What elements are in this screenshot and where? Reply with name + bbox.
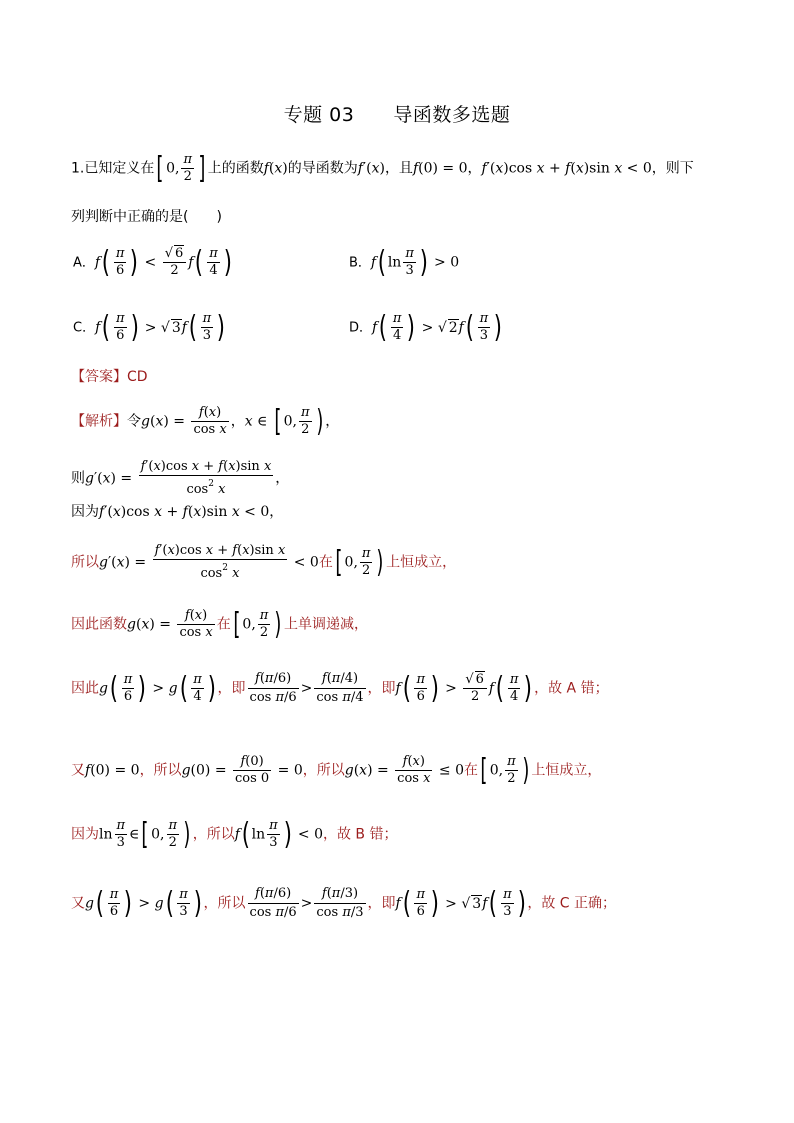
analysis-line-4: 所以g′(x) = $\frac{\text{f′(x)cos x + f(x)sin x}}{\cos^2 x}$ < 0在[ 0, $\frac{\pi}{2}$ ) 上恒成立， <box>71 543 457 581</box>
option-d[interactable]: D．f( $\frac{\pi}{4}$ ) > √ 2f( $\frac{\pi}{3}$ ) <box>349 309 503 345</box>
analysis-line-1: 【解析】令g(x) = $\frac{f(x)}{\text{cos x}}$ ，x ∈ [ 0, $\frac{\pi}{2}$ ) ， <box>71 403 340 439</box>
analysis-line-6: 因此g( $\frac{\pi}{6}$ ) > g( $\frac{\pi}{4}$ ) ，即 $\frac{f(\pi/6)}{\text{cos π/6}}$ > $\frac{f(\pi/4)}{\text{cos π/4}}$ ，即f( $\frac{\pi}{6}$ ) > $\frac{√ 6}{2}$ f( $\frac{\pi}{4}$ ) ，故 A 错； <box>71 670 609 706</box>
text: 在 <box>463 762 478 779</box>
text: 令 <box>127 413 141 430</box>
analysis-line-3: 因为f′(x)cos x + f(x)sin x < 0， <box>71 504 284 520</box>
option-label: D． <box>349 320 373 336</box>
question-stem: 1.已知定义在[ 0, $\frac{\pi}{2}$ ] 上的函数f(x)的导函数为f′(x)，且f(0) = 0，f′(x)cos x + f(x)sin x < 0，则下 <box>71 150 694 186</box>
text: 在 <box>318 554 333 571</box>
text: ，即 <box>367 680 396 697</box>
text: 又 <box>71 762 85 779</box>
option-label: C． <box>73 320 96 336</box>
option-b[interactable]: B．f( ln $\frac{\pi}{3}$ ) > 0 <box>349 244 460 280</box>
text: 上恒成立， <box>531 762 602 779</box>
text: ，所以 <box>203 895 246 912</box>
text: 因为 <box>71 826 99 843</box>
analysis-line-7: 又f(0) = 0，所以g(0) = $\frac{f(0)}{\cos 0}$ = 0，所以g(x) = $\frac{f(x)}{\text{cos x}}$ ≤ 0在[ 0, $\frac{\pi}{2}$ ) 上恒成立， <box>71 752 602 788</box>
text: 因为 <box>71 504 99 520</box>
text: ，即 <box>367 895 396 912</box>
answer-value: CD <box>127 369 148 385</box>
text: ， <box>325 413 340 430</box>
text: 又 <box>71 895 85 912</box>
text: 上单调递减， <box>284 616 369 633</box>
analysis-line-2: 则g′(x) = $\frac{\text{f′(x)cos x + f(x)sin x}}{\cos^2 x}$ ， <box>71 459 290 497</box>
stem-text: 上的函数 <box>207 160 264 177</box>
stem-text: ，且 <box>384 160 413 177</box>
text: 在 <box>216 616 231 633</box>
text: ，即 <box>217 680 246 697</box>
analysis-line-8: 因为ln $\frac{\pi}{3}$ ∈[ 0, $\frac{\pi}{2}$ ) ，所以f( ln $\frac{\pi}{3}$ ) < 0，故 B 错； <box>71 816 398 852</box>
option-c[interactable]: C．f( $\frac{\pi}{6}$ ) > √ 3f( $\frac{\pi}{3}$ ) <box>73 309 226 345</box>
answer <box>71 367 148 387</box>
text: 上恒成立， <box>386 554 457 571</box>
page-title: 专题 03 导函数多选题 <box>283 104 511 126</box>
option-label: B． <box>349 255 371 271</box>
stem-text: ，则下 <box>651 160 694 177</box>
stem-text: 已知定义在 <box>84 160 155 177</box>
text: ，故 B 错； <box>322 826 398 843</box>
analysis-line-5: 因此函数g(x) = $\frac{f(x)}{\text{cos x}}$ 在[ 0, $\frac{\pi}{2}$ ) 上单调递减， <box>71 606 369 642</box>
analysis-tag: 【解析】 <box>71 413 127 430</box>
stem-text: ， <box>467 160 482 177</box>
question-stem-line2: 列判断中正确的是( ) <box>71 209 222 225</box>
answer-tag: 【答案】 <box>71 369 127 385</box>
text: ，所以 <box>192 826 235 843</box>
text: ，所以 <box>302 762 345 779</box>
text: ，所以 <box>139 762 182 779</box>
stem-text: 的导函数为 <box>287 160 358 177</box>
text: 因此函数 <box>71 616 127 633</box>
text: 所以 <box>71 554 99 571</box>
option-a[interactable]: A．f( $\frac{\pi}{6}$ ) < $\frac{√ 6}{2}$ f( $\frac{\pi}{4}$ ) <box>73 244 232 280</box>
text: ，故 A 错； <box>534 680 609 697</box>
text: ，故 C 正确； <box>527 895 617 912</box>
option-label: A． <box>73 255 95 271</box>
text: 因此 <box>71 680 99 697</box>
text: 则 <box>71 470 85 487</box>
question-number: 1. <box>71 160 85 177</box>
analysis-line-9: 又g( $\frac{\pi}{6}$ ) > g( $\frac{\pi}{3}$ ) ，所以 $\frac{f(\pi/6)}{\text{cos π/6}}$ > $\frac{f(\pi/3)}{\text{cos π/3}}$ ，即f( $\frac{\pi}{6}$ ) > √ 3f( $\frac{\pi}{3}$ ) ，故 C 正确； <box>71 885 617 921</box>
